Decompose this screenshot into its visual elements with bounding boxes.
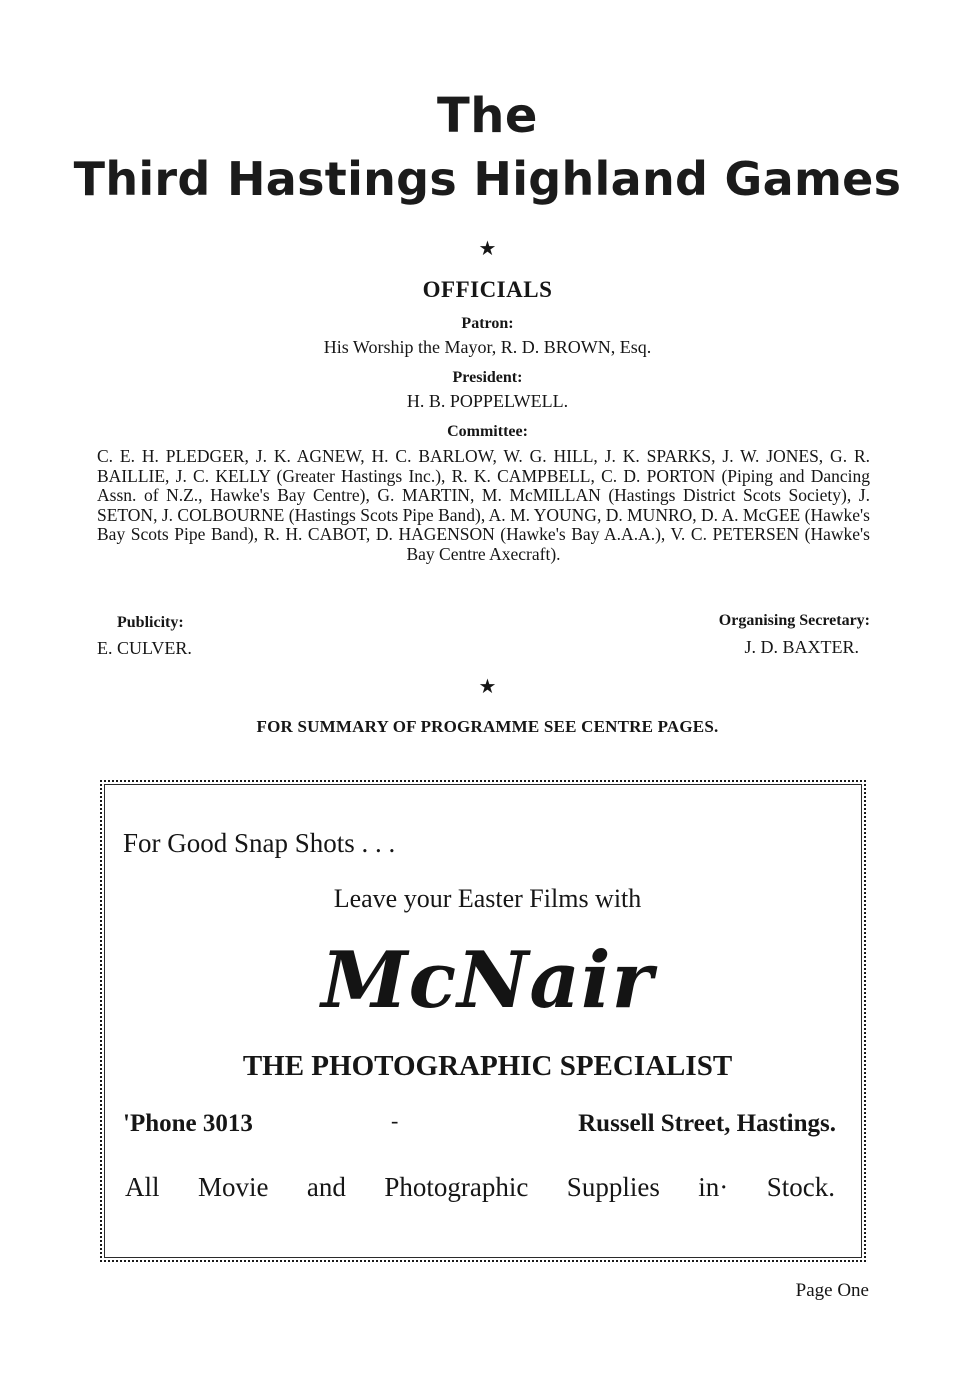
patron-label: Patron: [461, 315, 514, 332]
heading-title: Third Hastings Highland Games [73, 152, 902, 206]
president-label: President: [452, 369, 523, 386]
ad-specialist: THE PHOTOGRAPHIC SPECIALIST [242, 1050, 733, 1082]
ad-leave-films: Leave your Easter Films with [333, 884, 642, 913]
publicity-label: Publicity: [117, 614, 184, 631]
committee-label: Committee: [447, 423, 528, 440]
publicity-name: E. CULVER. [97, 638, 192, 658]
ad-phone: 'Phone 3013 [123, 1110, 253, 1137]
ad-snap-shots: For Good Snap Shots . . . [123, 828, 396, 858]
officials-heading: OFFICIALS [422, 277, 553, 302]
programme-summary-note: FOR SUMMARY OF PROGRAMME SEE CENTRE PAGES. [256, 717, 719, 736]
president-name: H. B. POPPELWELL. [406, 391, 569, 411]
patron-name: His Worship the Mayor, R. D. BROWN, Esq. [323, 337, 652, 357]
heading-the: The [437, 88, 538, 144]
ad-brand-mcnair: McNair [321, 935, 654, 1026]
secretary-label: Organising Secretary: [718, 612, 870, 629]
committee-list: C. E. H. PLEDGER, J. K. AGNEW, H. C. BARLOW, W. G. HILL, J. K. SPARKS, J. W. JONES, G. R. BAILLIE, J. C. KELLY (Greater Hastings Inc.), R. K. CAMPBELL, C. D. PORTON (Piping and Dancing Assn. of N.Z., Hawke's Bay Centre), G. MARTIN, M. McMILLAN (Hastings District Scots Society), J. SETON, J. COLBOURNE (Hastings Scots Pipe Band), A. M. YOUNG, D. MUNRO, D. A. McGEE (Hawke's Bay Scots Pipe Band), R. H. CABOT, D. HAGENSON (Hawke's Bay A.A.A.), V. C. PETERSEN (Hawke's Bay Centre Axecraft). [97, 446, 870, 564]
ad-supplies: All Movie and Photographic Supplies in· Stock. [125, 1172, 835, 1202]
ad-address: Russell Street, Hastings. [578, 1110, 836, 1137]
secretary-name: J. D. BAXTER. [744, 637, 859, 657]
ad-separator: - [391, 1108, 399, 1133]
star-divider-bottom: ★ [478, 676, 497, 698]
page-number: Page One [795, 1280, 869, 1301]
star-divider-top: ★ [478, 238, 497, 260]
